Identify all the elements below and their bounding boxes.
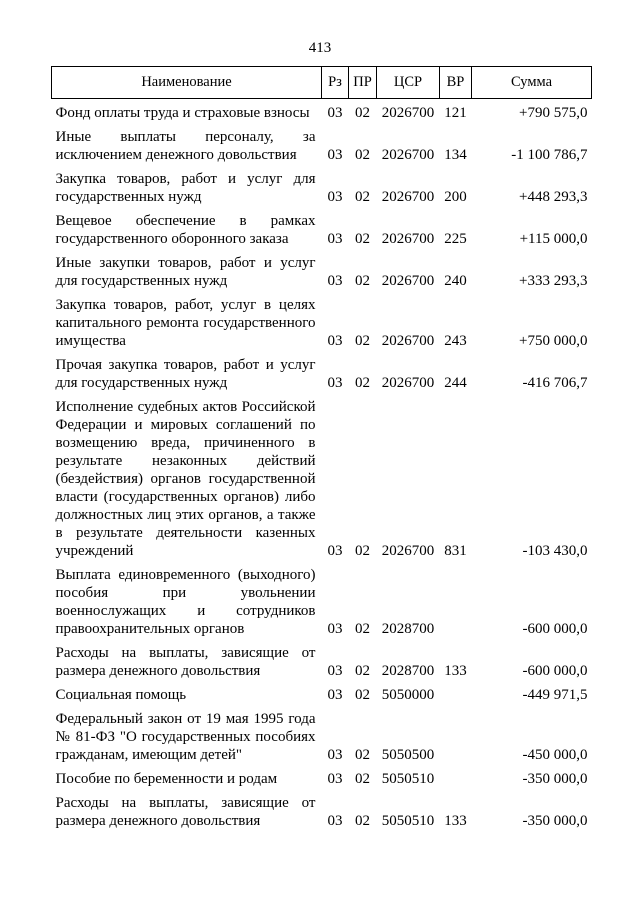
row-rz-cell: 03 (327, 375, 343, 391)
row-rz-cell: 03 (327, 105, 343, 121)
table-row (52, 789, 592, 831)
header-sum: Сумма (472, 67, 592, 99)
row-csr-cell: 5050000 (381, 687, 435, 703)
row-name-cell: Расходы на выплаты, зависящие от размера денежного довольствия (55, 645, 316, 679)
row-sum-cell: -1 100 786,7 (511, 147, 588, 163)
row-name-cell: Фонд оплаты труда и страховые взносы (55, 105, 310, 121)
row-rz-cell: 03 (327, 231, 343, 247)
row-name-cell: Федеральный закон от 19 мая 1995 года № 81-ФЗ "О государственных пособиях гражданам, имеющим детей" (55, 711, 316, 763)
row-csr-cell: 2026700 (381, 333, 435, 349)
row-vr-cell (440, 561, 472, 639)
header-csr: ЦСР (377, 67, 440, 99)
row-csr-cell: 5050500 (381, 747, 435, 763)
row-vr-cell: 133 (444, 663, 467, 679)
row-sum-cell: -450 000,0 (522, 747, 588, 763)
row-rz-cell: 03 (327, 747, 343, 763)
row-pr-cell: 02 (355, 621, 370, 637)
table-row (52, 639, 592, 681)
table-row (52, 765, 592, 789)
row-name-cell: Расходы на выплаты, зависящие от размера денежного довольствия (55, 795, 316, 829)
row-vr-cell: 134 (444, 147, 467, 163)
row-pr-cell: 02 (355, 375, 370, 391)
table-row (52, 123, 592, 165)
row-vr-cell (440, 765, 472, 789)
table-row (52, 249, 592, 291)
row-pr-cell: 02 (355, 543, 370, 559)
row-name-cell: Закупка товаров, работ, услуг в целях капитального ремонта государственного имущества (55, 297, 316, 349)
table-row (52, 207, 592, 249)
row-csr-cell: 2028700 (381, 663, 435, 679)
table-row (52, 681, 592, 705)
row-name-cell: Пособие по беременности и родам (55, 771, 278, 787)
row-csr-cell: 2026700 (381, 189, 435, 205)
row-vr-cell (440, 681, 472, 705)
row-sum-cell: -600 000,0 (522, 663, 588, 679)
row-pr-cell: 02 (355, 687, 370, 703)
row-rz-cell: 03 (327, 687, 343, 703)
row-name-cell: Социальная помощь (55, 687, 187, 703)
row-vr-cell (440, 705, 472, 765)
row-rz-cell: 03 (327, 273, 343, 289)
row-pr-cell: 02 (355, 771, 370, 787)
row-pr-cell: 02 (355, 231, 370, 247)
row-rz-cell: 03 (327, 663, 343, 679)
row-pr-cell: 02 (355, 663, 370, 679)
row-csr-cell: 5050510 (381, 813, 435, 829)
row-vr-cell: 200 (444, 189, 467, 205)
row-vr-cell: 225 (444, 231, 467, 247)
row-csr-cell: 2028700 (381, 621, 435, 637)
row-pr-cell: 02 (355, 273, 370, 289)
row-csr-cell: 5050510 (381, 771, 435, 787)
row-pr-cell: 02 (355, 813, 370, 829)
row-vr-cell: 121 (444, 105, 467, 121)
header-name: Наименование (52, 67, 322, 99)
table-row (52, 561, 592, 639)
row-csr-cell: 2026700 (381, 231, 435, 247)
table-row (52, 705, 592, 765)
row-name-cell: Прочая закупка товаров, работ и услуг для государственных нужд (55, 357, 316, 391)
row-rz-cell: 03 (327, 189, 343, 205)
table-header (52, 67, 592, 99)
row-sum-cell: +750 000,0 (519, 333, 588, 349)
row-vr-cell: 240 (444, 273, 467, 289)
row-sum-cell: -416 706,7 (522, 375, 588, 391)
table-row (52, 99, 592, 124)
table-row (52, 291, 592, 351)
row-sum-cell: -600 000,0 (522, 621, 588, 637)
table-row (52, 393, 592, 561)
table-body (52, 99, 592, 832)
row-name-cell: Закупка товаров, работ и услуг для государственных нужд (55, 171, 316, 205)
budget-table (51, 66, 592, 831)
row-csr-cell: 2026700 (381, 147, 435, 163)
table-row (52, 165, 592, 207)
header-rz: Рз (322, 67, 349, 99)
row-pr-cell: 02 (355, 333, 370, 349)
row-sum-cell: -350 000,0 (522, 771, 588, 787)
row-vr-cell: 831 (444, 543, 467, 559)
row-rz-cell: 03 (327, 813, 343, 829)
table-row (52, 351, 592, 393)
row-csr-cell: 2026700 (381, 543, 435, 559)
row-vr-cell: 244 (444, 375, 467, 391)
row-csr-cell: 2026700 (381, 273, 435, 289)
row-name-cell: Иные закупки товаров, работ и услуг для государственных нужд (55, 255, 316, 289)
row-pr-cell: 02 (355, 105, 370, 121)
row-pr-cell: 02 (355, 189, 370, 205)
row-rz-cell: 03 (327, 147, 343, 163)
row-vr-cell: 243 (444, 333, 467, 349)
header-pr: ПР (349, 67, 377, 99)
row-rz-cell: 03 (327, 771, 343, 787)
row-sum-cell: -449 971,5 (522, 687, 588, 703)
row-sum-cell: -103 430,0 (522, 543, 588, 559)
row-pr-cell: 02 (355, 147, 370, 163)
row-name-cell: Иные выплаты персоналу, за исключением денежного довольствия (55, 129, 316, 163)
row-sum-cell: +333 293,3 (519, 273, 588, 289)
header-vr: ВР (440, 67, 472, 99)
page-number: 413 (308, 40, 332, 56)
row-sum-cell: -350 000,0 (522, 813, 588, 829)
row-csr-cell: 2026700 (381, 375, 435, 391)
row-name-cell: Вещевое обеспечение в рамках государственного оборонного заказа (55, 213, 316, 247)
row-sum-cell: +115 000,0 (519, 231, 588, 247)
row-sum-cell: +448 293,3 (519, 189, 588, 205)
row-csr-cell: 2026700 (381, 105, 435, 121)
row-vr-cell: 133 (444, 813, 467, 829)
row-sum-cell: +790 575,0 (519, 105, 588, 121)
row-rz-cell: 03 (327, 621, 343, 637)
row-name-cell: Исполнение судебных актов Российской Федерации и мировых соглашений по возмещению вреда, причиненного в результате незаконных действий (бездействия) органов государственной власти (государственных органов) либо должностных лиц этих органов, а также в результате деятельности казенных учреждений (55, 399, 316, 559)
row-rz-cell: 03 (327, 333, 343, 349)
row-pr-cell: 02 (355, 747, 370, 763)
row-rz-cell: 03 (327, 543, 343, 559)
row-name-cell: Выплата единовременного (выходного) пособия при увольнении военнослужащих и сотрудников правоохранительных органов (55, 567, 316, 637)
